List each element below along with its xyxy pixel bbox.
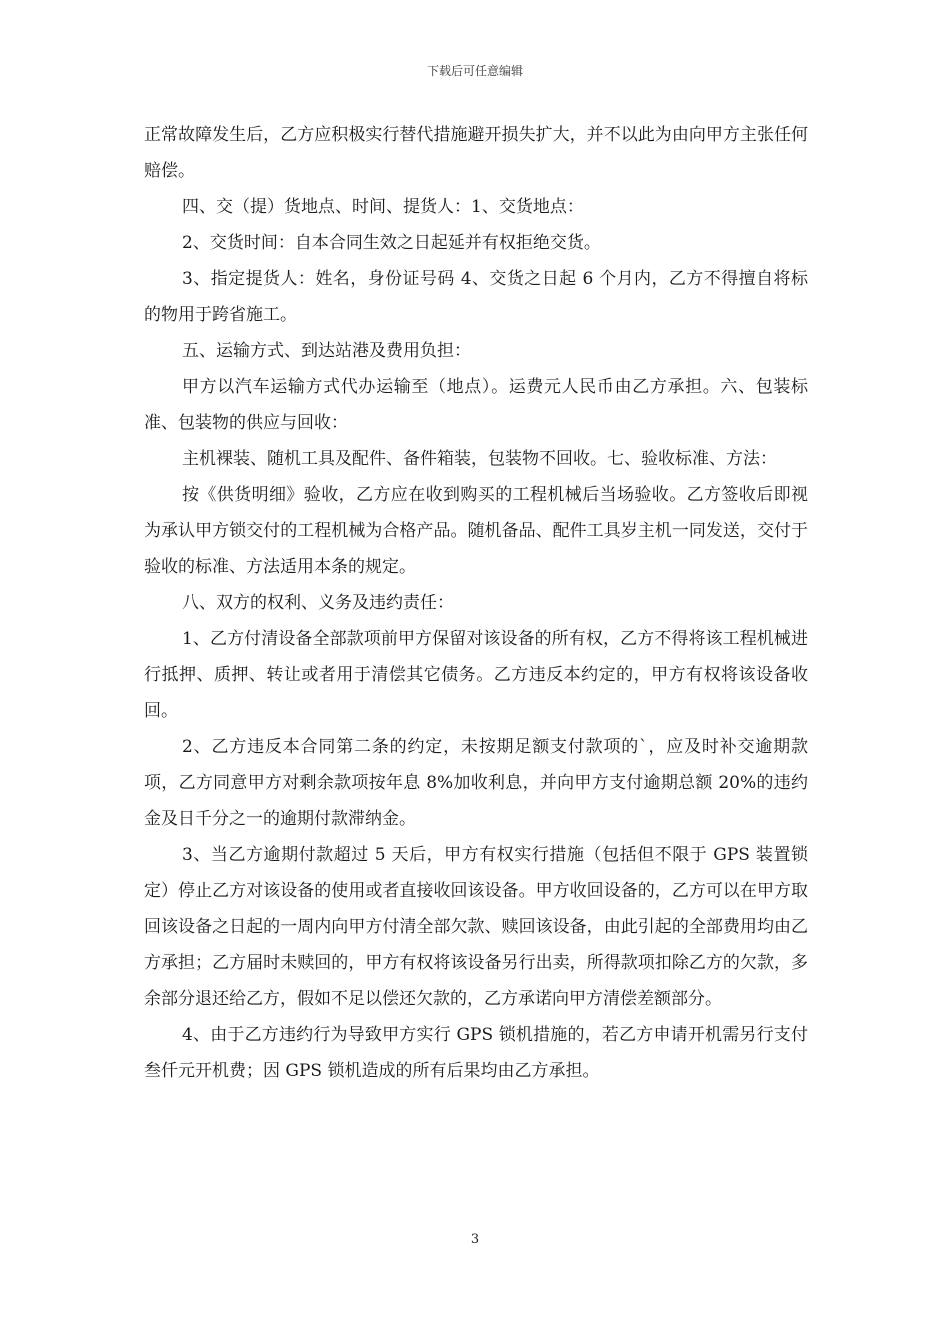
document-body — [144, 117, 808, 1089]
paragraph: 2、乙方违反本合同第二条的约定，未按期足额支付款项的`，应及时补交逾期款项，乙方同意甲方对剩余款项按年息 8%加收利息，并向甲方支付逾期总额 20%的违约金及日千分之一的逾期付款滞纳金。 — [144, 737, 808, 829]
paragraph: 四、交（提）货地点、时间、提货人：1、交货地点： — [182, 197, 584, 217]
paragraph: 3、指定提货人：姓名，身份证号码 4、交货之日起 6 个月内，乙方不得擅自将标的物用于跨省施工。 — [144, 269, 808, 325]
paragraph: 1、乙方付清设备全部款项前甲方保留对该设备的所有权，乙方不得将该工程机械进行抵押、质押、转让或者用于清偿其它债务。乙方违反本约定的，甲方有权将该设备收回。 — [144, 629, 808, 721]
paragraph: 4、由于乙方违约行为导致甲方实行 GPS 锁机措施的，若乙方申请开机需另行支付叁仟元开机费；因 GPS 锁机造成的所有后果均由乙方承担。 — [144, 1025, 808, 1081]
paragraph: 2、交货时间：自本合同生效之日起延并有权拒绝交货。 — [182, 233, 601, 253]
paragraph: 按《供货明细》验收，乙方应在收到购买的工程机械后当场验收。乙方签收后即视为承认甲方锁交付的工程机械为合格产品。随机备品、配件工具岁主机一同发送，交付于验收的标准、方法适用本条的规定。 — [144, 485, 808, 577]
page-header: 下载后可任意编辑 — [426, 64, 523, 78]
paragraph: 正常故障发生后，乙方应积极实行替代措施避开损失扩大，并不以此为由向甲方主张任何赔偿。 — [144, 125, 808, 181]
page-number: 3 — [470, 1232, 480, 1247]
paragraph: 八、双方的权利、义务及违约责任： — [182, 593, 454, 613]
paragraph: 主机裸装、随机工具及配件、备件箱装，包装物不回收。七、验收标准、方法： — [182, 449, 777, 469]
paragraph: 甲方以汽车运输方式代办运输至（地点）。运费元人民币由乙方承担。六、包装标准、包装物的供应与回收： — [144, 377, 808, 433]
paragraph: 3、当乙方逾期付款超过 5 天后，甲方有权实行措施（包括但不限于 GPS 装置锁定）停止乙方对该设备的使用或者直接收回该设备。甲方收回设备的，乙方可以在甲方取回该设备之日起的一周内向甲方付清全部欠款、赎回该设备，由此引起的全部费用均由乙方承担；乙方届时未赎回的，甲方有权将该设备另行出卖，所得款项扣除乙方的欠款，多余部分退还给乙方，假如不足以偿还欠款的，乙方承诺向甲方清偿差额部分。 — [144, 845, 808, 1009]
paragraph: 五、运输方式、到达站港及费用负担： — [182, 341, 471, 361]
